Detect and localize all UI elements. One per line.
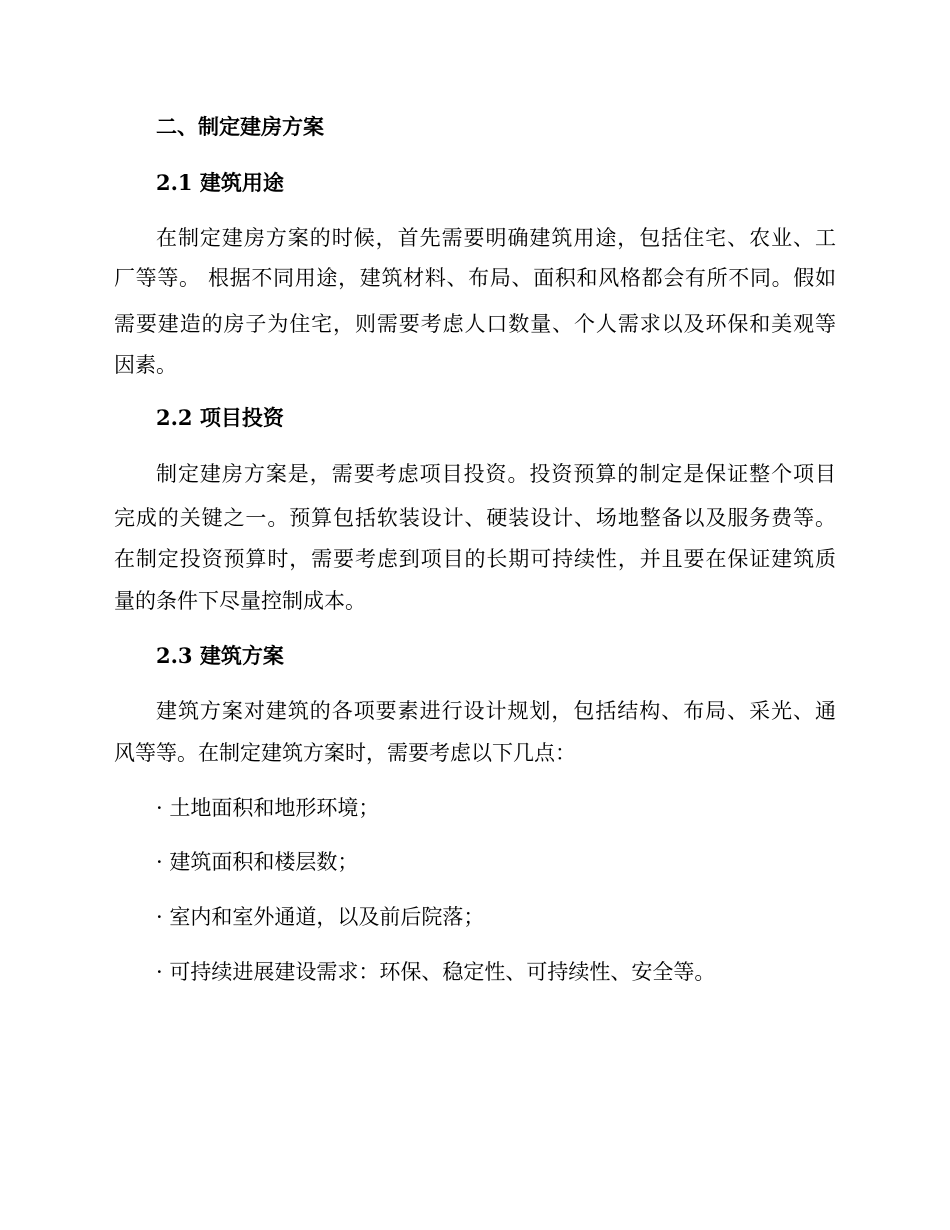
paragraph-line: 厂等等。 根据不同用途，建筑材料、布局、面积和风格都会有所不同。假如 [114, 266, 836, 290]
paragraph-line: 完成的关键之一。预算包括软装设计、硬装设计、场地整备以及服务费等。 [114, 506, 836, 530]
subsection-heading-2-3: 2.3 建筑方案 [156, 643, 284, 668]
section-heading: 二、制定建房方案 [156, 114, 324, 139]
list-item: · 建筑面积和楼层数； [156, 850, 359, 874]
paragraph-line: 制定建房方案是，需要考虑项目投资。投资预算的制定是保证整个项目 [156, 462, 836, 486]
subsection-heading-2-2: 2.2 项目投资 [156, 405, 284, 430]
list-item: · 可持续进展建设需求：环保、稳定性、可持续性、安全等。 [156, 960, 716, 984]
paragraph-line: 因素。 [114, 353, 177, 377]
paragraph-line: 需要建造的房子为住宅，则需要考虑人口数量、个人需求以及环保和美观等 [114, 312, 836, 336]
paragraph-line: 风等等。在制定建筑方案时，需要考虑以下几点： [114, 741, 576, 765]
list-item: · 室内和室外通道，以及前后院落； [156, 905, 485, 929]
paragraph-line: 在制定投资预算时，需要考虑到项目的长期可持续性，并且要在保证建筑质 [114, 547, 836, 571]
list-item: · 土地面积和地形环境； [156, 796, 380, 820]
paragraph-line: 建筑方案对建筑的各项要素进行设计规划，包括结构、布局、采光、通 [156, 699, 836, 723]
paragraph-line: 量的条件下尽量控制成本。 [114, 589, 366, 613]
paragraph-line: 在制定建房方案的时候，首先需要明确建筑用途，包括住宅、农业、工 [156, 226, 836, 250]
subsection-heading-2-1: 2.1 建筑用途 [156, 170, 284, 195]
